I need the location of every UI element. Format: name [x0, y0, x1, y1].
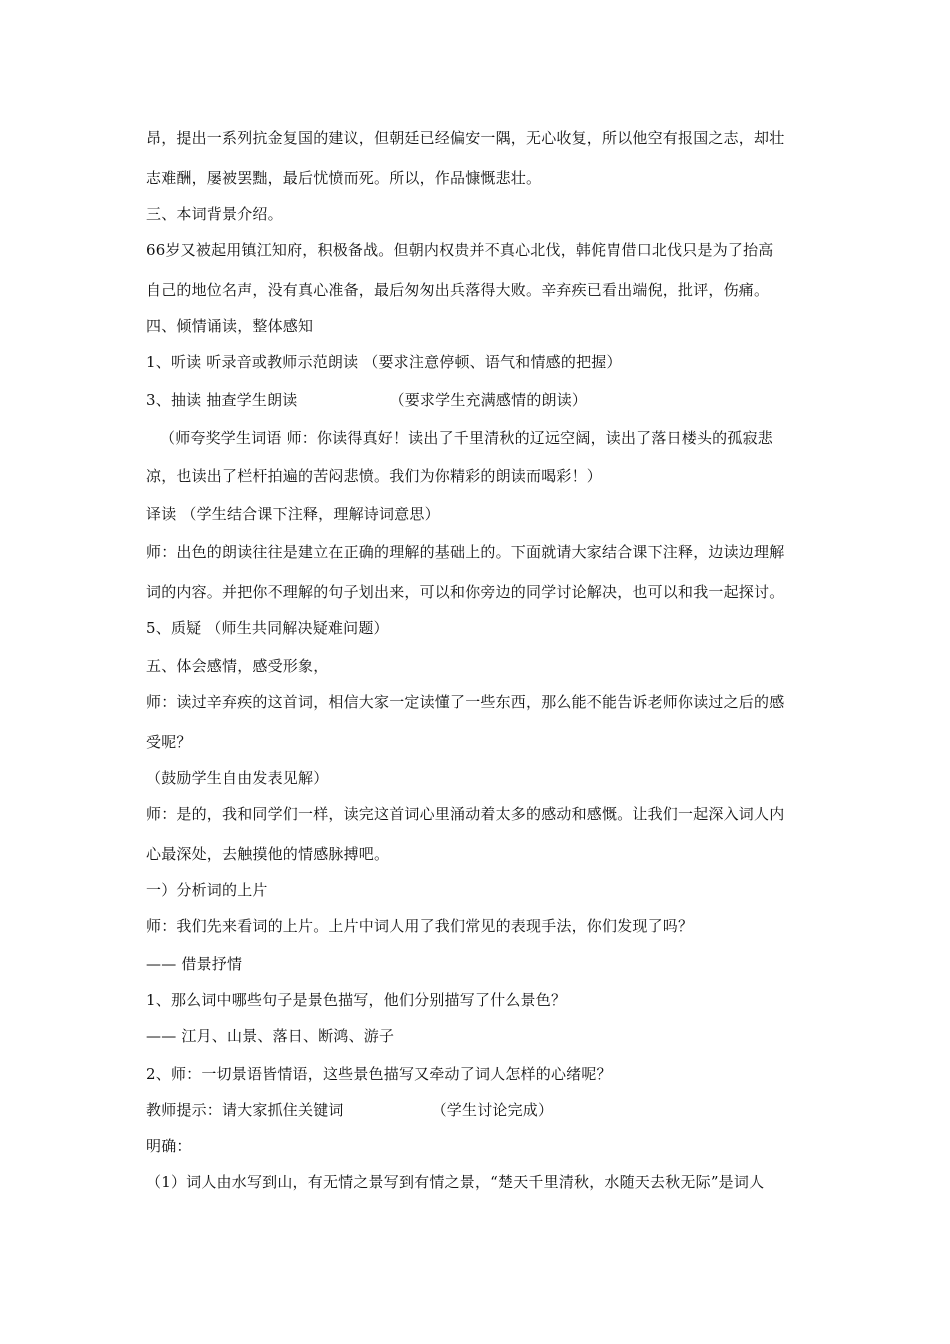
line-left-text: 教师提示：请大家抓住关键词 — [146, 1101, 344, 1119]
paragraph-line: 5、质疑 （师生共同解决疑难问题） — [146, 619, 389, 637]
paragraph-line: —— 借景抒情 — [146, 955, 243, 973]
subsection-heading: 一）分析词的上片 — [146, 881, 268, 899]
line-right-text: （要求学生充满感情的朗读） — [389, 391, 588, 409]
paragraph-line: 凉，也读出了栏杆拍遍的苦闷悲愤。我们为你精彩的朗读而喝彩！） — [146, 467, 603, 485]
paragraph-line: 师：是的，我和同学们一样，读完这首词心里涌动着太多的感动和感慨。让我们一起深入词人内 — [146, 805, 785, 823]
paragraph-line: 2、师：一切景语皆情语，这些景色描写又牵动了词人怎样的心绪呢？ — [146, 1065, 612, 1083]
paragraph-line: 词的内容。并把你不理解的句子划出来，可以和你旁边的同学讨论解决，也可以和我一起探讨。 — [146, 583, 785, 601]
section-heading: 四、倾情诵读，整体感知 — [146, 317, 314, 335]
paragraph-line: 1、那么词中哪些句子是景色描写，他们分别描写了什么景色？ — [146, 991, 567, 1009]
paragraph-line: 志难酬，屡被罢黜，最后忧愤而死。所以，作品慷慨悲壮。 — [146, 169, 542, 187]
line-right-text: （学生讨论完成） — [431, 1101, 554, 1119]
paragraph-line: 译读 （学生结合课下注释，理解诗词意思） — [146, 505, 440, 523]
paragraph-line: 昂，提出一系列抗金复国的建议，但朝廷已经偏安一隅，无心收复，所以他空有报国之志，却壮 — [146, 129, 785, 147]
section-heading: 五、体会感情，感受形象， — [146, 657, 329, 675]
paragraph-line: （师夸奖学生词语 师：你读得真好！读出了千里清秋的辽远空阔，读出了落日楼头的孤寂悲 — [160, 429, 773, 447]
paragraph-line: （鼓励学生自由发表见解） — [146, 769, 329, 787]
paragraph-line: 心最深处，去触摸他的情感脉搏吧。 — [146, 845, 390, 863]
paragraph-line — [146, 1100, 856, 1120]
paragraph-line: —— 江月、山景、落日、断鸿、游子 — [146, 1027, 395, 1045]
paragraph-line: 师：出色的朗读往往是建立在正确的理解的基础上的。下面就请大家结合课下注释，边读边理解 — [146, 543, 785, 561]
paragraph-line: 明确： — [146, 1137, 192, 1155]
paragraph-line: 66岁又被起用镇江知府，积极备战。但朝内权贵并不真心北伐，韩侂胄借口北伐只是为了抬高 — [146, 241, 774, 259]
section-heading: 三、本词背景介绍。 — [146, 205, 283, 223]
paragraph-line — [146, 390, 856, 410]
paragraph-line: 受呢？ — [146, 733, 192, 751]
paragraph-line: 1、听读 听录音或教师示范朗读 （要求注意停顿、语气和情感的把握） — [146, 353, 622, 371]
paragraph-line: 自己的地位名声，没有真心准备，最后匆匆出兵落得大败。辛弃疾已看出端倪，批评，伤痛。 — [146, 281, 770, 299]
paragraph-line: 师：我们先来看词的上片。上片中词人用了我们常见的表现手法，你们发现了吗？ — [146, 917, 694, 935]
paragraph-line: （1）词人由水写到山，有无情之景写到有情之景，“楚天千里清秋，水随天去秋无际”是词人 — [146, 1173, 765, 1191]
line-left-text: 3、抽读 抽查学生朗读 — [146, 391, 298, 409]
paragraph-line: 师：读过辛弃疾的这首词，相信大家一定读懂了一些东西，那么能不能告诉老师你读过之后的感 — [146, 693, 785, 711]
